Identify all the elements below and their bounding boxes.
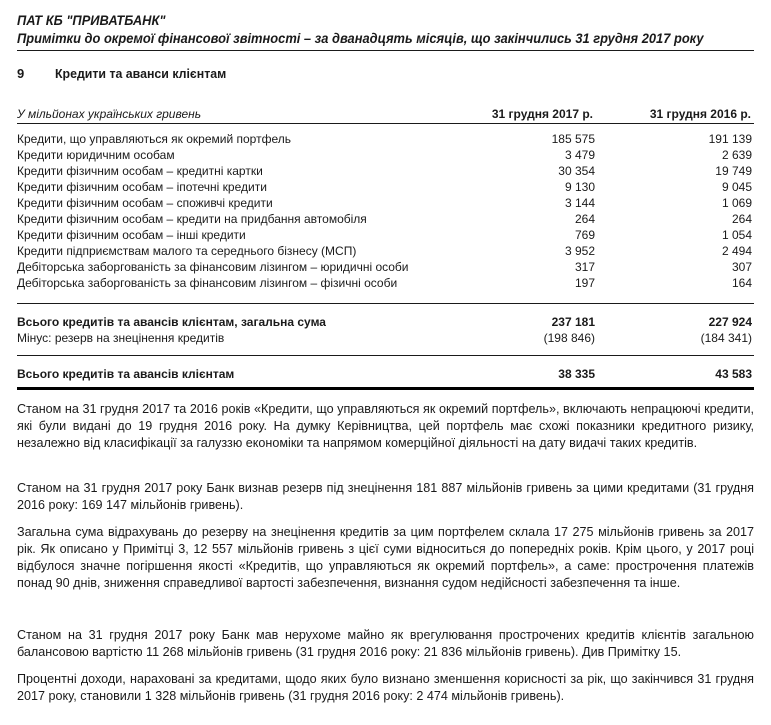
row-label: Кредити підприємствам малого та середнього бізнесу (МСП) <box>17 244 357 258</box>
gross-total-row <box>17 314 754 330</box>
row-label: Кредити, що управляються як окремий портфель <box>17 132 291 146</box>
section-number: 9 <box>17 66 25 81</box>
row-label: Мінус: резерв на знецінення кредитів <box>17 331 225 345</box>
row-label: Кредити фізичним особам – кредитні картки <box>17 164 263 178</box>
row-label: Кредити фізичним особам – іпотечні кредити <box>17 180 267 194</box>
table-row <box>17 259 754 275</box>
report-subtitle: Примітки до окремої фінансової звітності – за дванадцять місяців, що закінчились 31 грудня 2017 року <box>17 30 704 46</box>
value-2016: 1 069 <box>721 196 752 210</box>
value-2017: 9 130 <box>564 180 595 194</box>
header-divider <box>17 50 754 51</box>
paragraph-portfolio: Станом на 31 грудня 2017 та 2016 років «Кредити, що управляються як окремий портфель», включають непрацюючі кредити, які були видані до 19 грудня 2016 року. На думку Керівництва, цей портфель має схожі показники кредитного ризику, незалежно від класифікації за галуззю економіки та напрямом комерційної діяльності на дату видачі таких кредитів. <box>17 402 754 450</box>
value-2017: 3 144 <box>564 196 595 210</box>
value-2016: 9 045 <box>721 180 752 194</box>
value-2016: 164 <box>731 276 752 290</box>
value-2016: 264 <box>731 212 752 226</box>
value-2016: 227 924 <box>708 315 752 329</box>
column-header-2016: 31 грудня 2016 р. <box>649 107 751 121</box>
row-label: Кредити фізичним особам – інші кредити <box>17 228 246 242</box>
value-2016: 2 494 <box>721 244 752 258</box>
table-row <box>17 243 754 259</box>
paragraph-interest-income: Процентні доходи, нараховані за кредитами, щодо яких було визнано зменшення корисності за рік, що закінчився 31 грудня 2017 року, становили 1 328 мільйонів гривень (31 грудня 2016 року: 2 474 мільйонів гривень). <box>17 672 754 703</box>
value-2016: 19 749 <box>715 164 752 178</box>
paragraph-provisions: Загальна сума відрахувань до резерву на знецінення кредитів за цим портфелем склала 17 275 мільйонів гривень за 2017 рік. Як описано у Примітці 3, 12 557 мільйонів гривень з цієї суми відноситься до попередніх років. Крім цього, у 2017 році відбулося значне погіршення якості «Кредитів, що управляються як окремий портфель», а саме: прострочення платежів понад 90 днів, зниження справедливої вартості забезпечення, визнання судом недійсності забезпечення та інше. <box>17 525 754 590</box>
table-row <box>17 131 754 147</box>
value-2017: 3 952 <box>564 244 595 258</box>
unit-label: У мільйонах українських гривень <box>17 107 202 121</box>
value-2016: 2 639 <box>721 148 752 162</box>
row-label: Кредити фізичним особам – споживчі кредити <box>17 196 273 210</box>
table-row <box>17 275 754 291</box>
row-label: Дебіторська заборгованість за фінансовим лізингом – фізичні особи <box>17 276 398 290</box>
table-bottom-rule <box>17 387 754 390</box>
table-row <box>17 147 754 163</box>
value-2016: 307 <box>731 260 752 274</box>
value-2017: 185 575 <box>551 132 595 146</box>
loans-table <box>17 104 754 390</box>
section-title: Кредити та аванси клієнтам <box>55 66 227 81</box>
value-2017: 769 <box>574 228 595 242</box>
table-row <box>17 195 754 211</box>
value-2017: 317 <box>574 260 595 274</box>
value-2016: (184 341) <box>700 331 752 345</box>
table-row <box>17 227 754 243</box>
page-header <box>17 12 754 47</box>
impairment-row <box>17 330 754 346</box>
table-row <box>17 163 754 179</box>
value-2017: 237 181 <box>551 315 595 329</box>
value-2017: 3 479 <box>564 148 595 162</box>
section-heading <box>17 66 235 81</box>
table-header <box>17 104 754 124</box>
table-row <box>17 179 754 195</box>
value-2016: 43 583 <box>715 367 752 381</box>
value-2017: 30 354 <box>558 164 595 178</box>
value-2016: 191 139 <box>708 132 752 146</box>
table-row <box>17 211 754 227</box>
company-name: ПАТ КБ "ПРИВАТБАНК" <box>17 12 166 28</box>
paragraph-reserve: Станом на 31 грудня 2017 року Банк визнав резерв під знецінення 181 887 мільйонів гривень за цими кредитами (31 грудня 2016 року: 169 147 мільйонів гривень). <box>17 481 754 512</box>
paragraph-real-estate: Станом на 31 грудня 2017 року Банк мав нерухоме майно як врегулювання прострочених кредитів клієнтів загальною балансовою вартістю 11 268 мільйонів гривень (31 грудня 2016 року: 21 836 мільйонів гривень). Див Примітку 15. <box>17 628 754 659</box>
column-header-2017: 31 грудня 2017 р. <box>491 107 593 121</box>
net-total-block <box>17 356 754 382</box>
value-2017: 38 335 <box>558 367 595 381</box>
net-total-row <box>17 366 754 382</box>
row-label: Всього кредитів та авансів клієнтам, загальна сума <box>17 315 326 329</box>
table-body <box>17 124 754 291</box>
row-label: Кредити юридичним особам <box>17 148 175 162</box>
value-2017: 197 <box>574 276 595 290</box>
value-2017: 264 <box>574 212 595 226</box>
row-label: Всього кредитів та авансів клієнтам <box>17 367 235 381</box>
row-label: Кредити фізичним особам – кредити на придбання автомобіля <box>17 212 367 226</box>
totals-block <box>17 304 754 346</box>
value-2016: 1 054 <box>721 228 752 242</box>
value-2017: (198 846) <box>543 331 595 345</box>
row-label: Дебіторська заборгованість за фінансовим лізингом – юридичні особи <box>17 260 409 274</box>
